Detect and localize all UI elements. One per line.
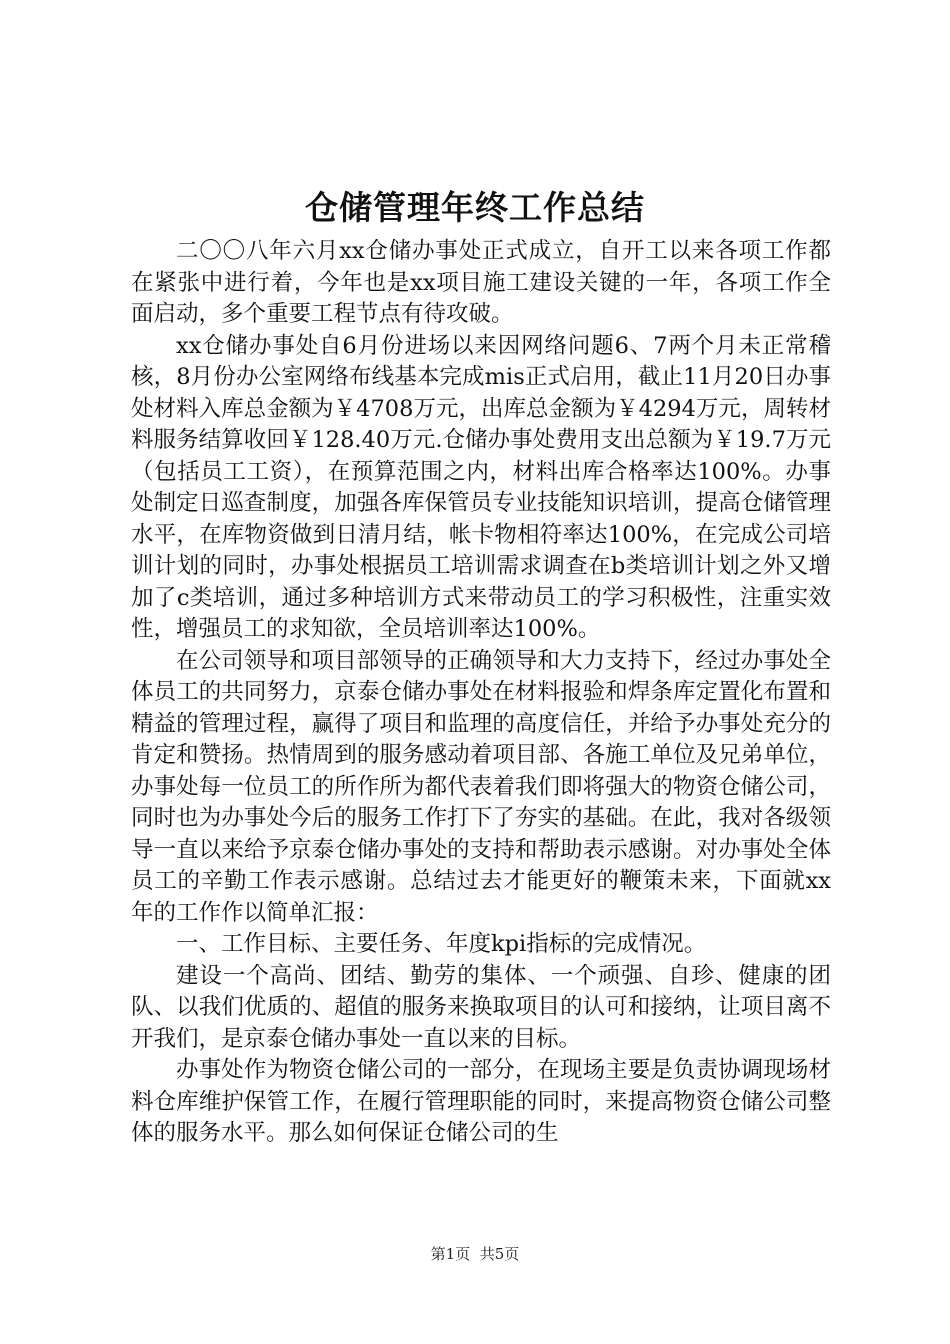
- paragraph-1: 二〇〇八年六月xx仓储办事处正式成立，自开工以来各项工作都在紧张中进行着，今年也是xx项目施工建设关键的一年，各项工作全面启动，多个重要工程节点有待攻破。: [131, 238, 831, 327]
- page-footer: [0, 1244, 950, 1264]
- page-total: 共5页: [479, 1245, 520, 1263]
- page-number: 第1页: [430, 1245, 471, 1263]
- section-heading-1: 一、工作目标、主要任务、年度kpi指标的完成情况。: [176, 931, 707, 957]
- paragraph-5: 办事处作为物资仓储公司的一部分，在现场主要是负责协调现场材料仓库维护保管工作，在履行管理职能的同时，来提高物资仓储公司整体的服务水平。那么如何保证仓储公司的生: [131, 1057, 831, 1146]
- document-title: 仓储管理年终工作总结: [305, 188, 645, 227]
- paragraph-4: 建设一个高尚、团结、勤劳的集体、一个顽强、自珍、健康的团队、以我们优质的、超值的服务来换取项目的认可和接纳，让项目离不开我们，是京泰仓储办事处一直以来的目标。: [131, 962, 831, 1052]
- paragraph-2: xx仓储办事处自6月份进场以来因网络问题6、7两个月未正常稽核，8月份办公室网络布线基本完成mis正式启用，截止11月20日办事处材料入库总金额为￥4708万元，出库总金额为￥4294万元，周转材料服务结算收回￥128.40万元.仓储办事处费用支出总额为￥19.7万元（包括员工工资），在预算范围之内，材料出库合格率达100%。办事处制定日巡查制度，加强各库保管员专业技能知识培训，提高仓储管理水平，在库物资做到日清月结，帐卡物相符率达100%，在完成公司培训计划的同时，办事处根据员工培训需求调查在b类培训计划之外又增加了c类培训，通过多种培训方式来带动员工的学习积极性，注重实效性，增强员工的求知欲，全员培训率达100%。: [131, 332, 831, 642]
- document-body: [131, 236, 831, 1150]
- paragraph-3: 在公司领导和项目部领导的正确领导和大力支持下，经过办事处全体员工的共同努力，京泰仓储办事处在材料报验和焊条库定置化布置和精益的管理过程，赢得了项目和监理的高度信任，并给予办事处充分的肯定和赞扬。热情周到的服务感动着项目部、各施工单位及兄弟单位，办事处每一位员工的所作所为都代表着我们即将强大的物资仓储公司，同时也为办事处今后的服务工作打下了夯实的基础。在此，我对各级领导一直以来给予京泰仓储办事处的支持和帮助表示感谢。对办事处全体员工的辛勤工作表示感谢。总结过去才能更好的鞭策未来，下面就xx年的工作作以简单汇报：: [131, 647, 831, 926]
